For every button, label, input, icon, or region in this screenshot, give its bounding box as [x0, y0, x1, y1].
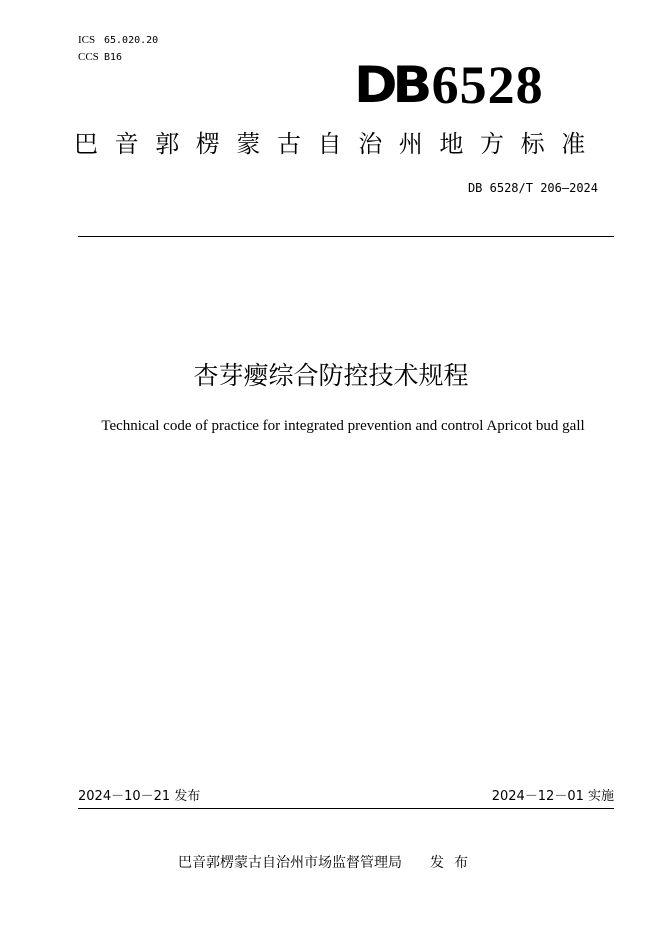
issuer-action: 发布 — [430, 855, 478, 871]
issuer-line — [178, 853, 478, 873]
ics-row — [78, 32, 158, 49]
ics-label: ICS — [78, 34, 96, 46]
publish-date: 2024－10－21 发布 — [78, 789, 201, 804]
top-divider — [78, 236, 614, 237]
bottom-divider — [78, 808, 614, 809]
implement-date: 2024－12－01 实施 — [491, 789, 614, 804]
ccs-value: B16 — [104, 52, 123, 63]
standard-title: 巴音郭楞蒙古自治州地方标准 — [74, 130, 602, 158]
document-title-cn: 杏芽瘿综合防控技术规程 — [193, 361, 469, 390]
ics-value: 65.020.20 — [104, 35, 159, 46]
ccs-label: CCS — [78, 51, 99, 63]
db-logo — [354, 52, 544, 115]
db-logo-letters: DB — [354, 56, 428, 114]
document-title-en: Technical code of practice for integrated prevention and control Apricot bud gall — [101, 418, 585, 434]
ccs-row — [78, 49, 158, 66]
issuer-name: 巴音郭楞蒙古自治州市场监督管理局 — [178, 855, 402, 871]
classification-codes — [78, 32, 158, 66]
standard-code: DB 6528/T 206—2024 — [467, 181, 598, 195]
db-logo-number: 6528 — [431, 55, 544, 115]
